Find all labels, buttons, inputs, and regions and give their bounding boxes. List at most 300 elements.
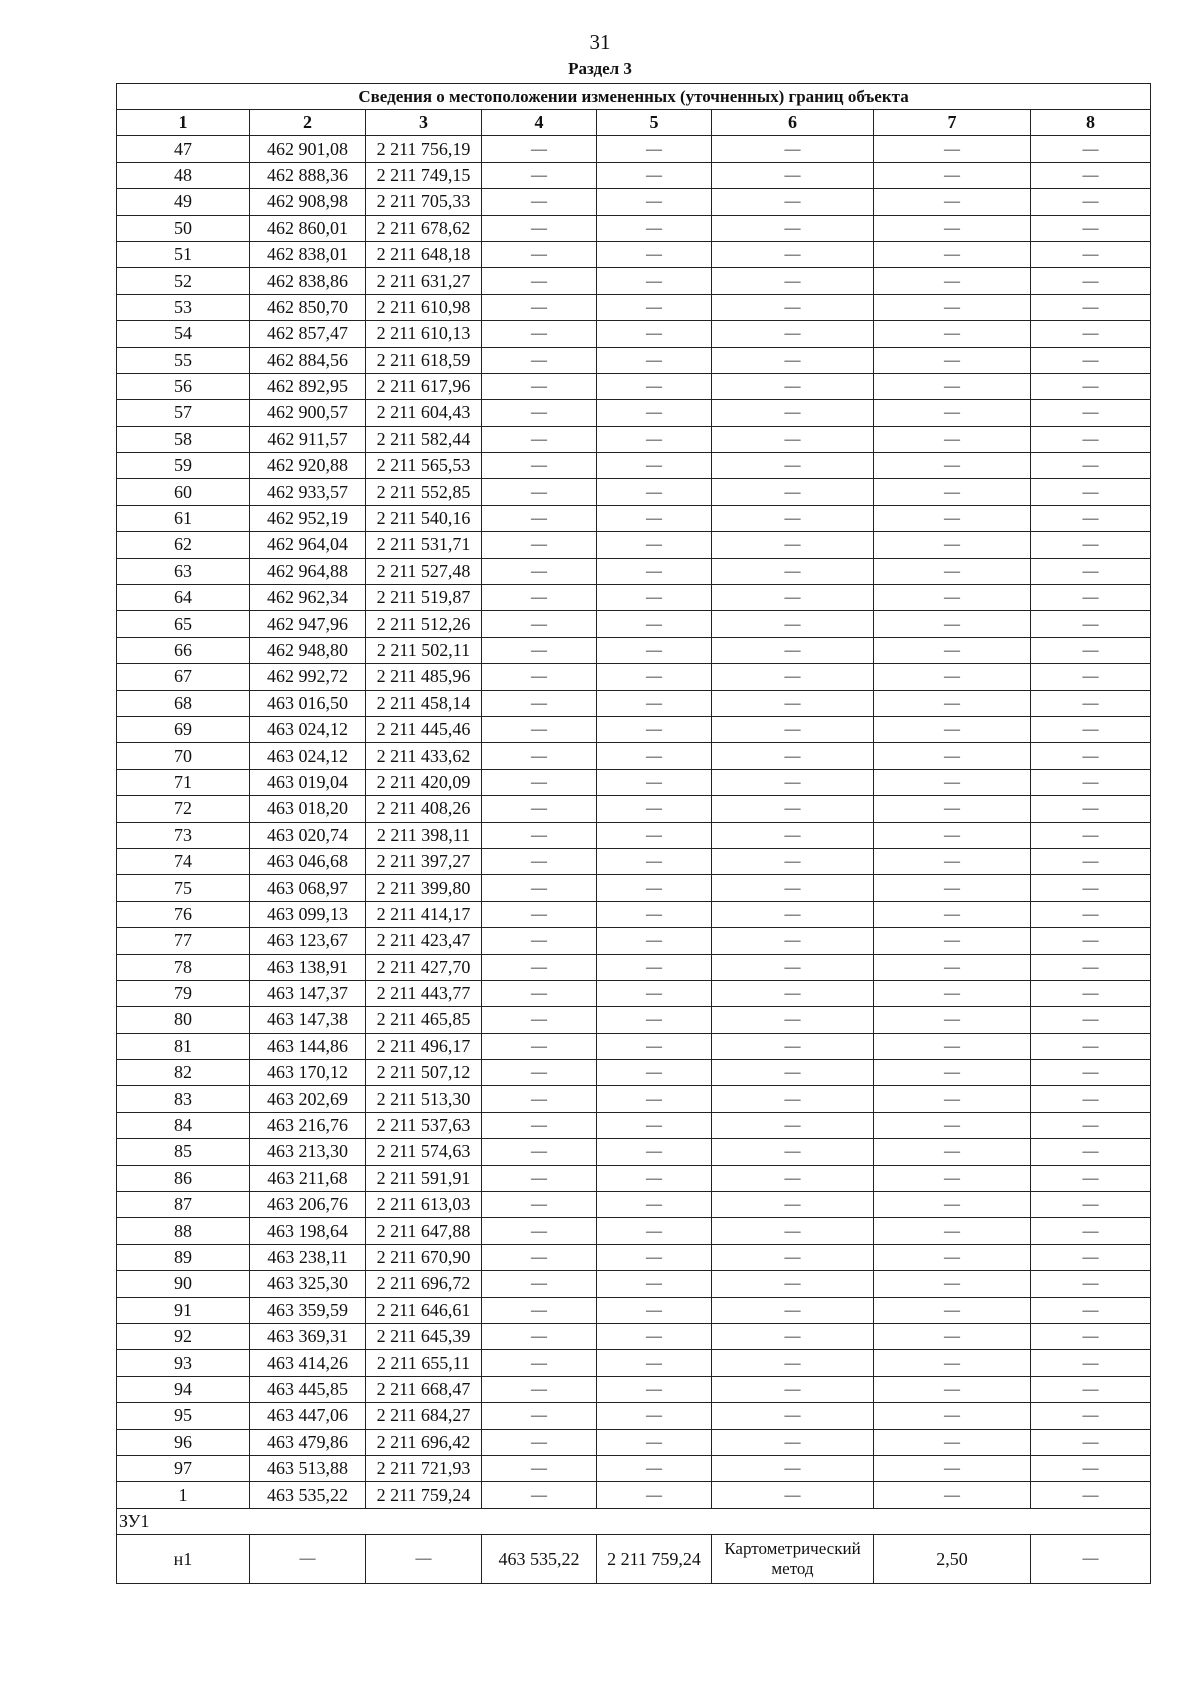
empty-cell: — [712, 716, 874, 742]
empty-cell: — [482, 690, 597, 716]
point-number-cell: 63 [117, 558, 250, 584]
empty-cell: — [482, 268, 597, 294]
empty-cell: — [482, 637, 597, 663]
y-coordinate-cell: 2 211 519,87 [366, 585, 482, 611]
x-coordinate-cell: 462 884,56 [250, 347, 366, 373]
empty-cell: — [482, 1350, 597, 1376]
empty-cell: — [597, 1323, 712, 1349]
empty-cell: — [712, 1455, 874, 1481]
empty-cell: — [874, 1350, 1031, 1376]
empty-cell: — [1031, 716, 1151, 742]
empty-cell: — [597, 505, 712, 531]
empty-cell: — [482, 1033, 597, 1059]
empty-cell: — [1031, 1323, 1151, 1349]
empty-cell: — [874, 215, 1031, 241]
x-coordinate-cell: 462 900,57 [250, 400, 366, 426]
point-number-cell: 47 [117, 136, 250, 162]
x-coordinate-cell: 463 213,30 [250, 1139, 366, 1165]
empty-cell: — [712, 980, 874, 1006]
table-row [117, 848, 1151, 874]
empty-cell: — [597, 268, 712, 294]
x-coordinate-cell: 462 908,98 [250, 189, 366, 215]
empty-cell: — [482, 505, 597, 531]
empty-cell: — [712, 268, 874, 294]
empty-cell: — [874, 505, 1031, 531]
empty-cell: — [1031, 585, 1151, 611]
point-number-cell: 57 [117, 400, 250, 426]
y-coordinate-cell: 2 211 582,44 [366, 426, 482, 452]
empty-cell: — [712, 1112, 874, 1138]
empty-cell: — [482, 1086, 597, 1112]
x-coordinate-cell: 462 947,96 [250, 611, 366, 637]
table-row [117, 1429, 1151, 1455]
y-coordinate-cell: 2 211 617,96 [366, 373, 482, 399]
empty-cell: — [366, 1534, 482, 1583]
empty-cell: — [712, 453, 874, 479]
y-coordinate-cell: 2 211 721,93 [366, 1455, 482, 1481]
point-number-cell: 97 [117, 1455, 250, 1481]
empty-cell: — [874, 1297, 1031, 1323]
empty-cell: — [1031, 1192, 1151, 1218]
empty-cell: — [482, 716, 597, 742]
table-row [117, 822, 1151, 848]
empty-cell: — [874, 162, 1031, 188]
table-row [117, 769, 1151, 795]
x-coordinate-cell: 463 445,85 [250, 1376, 366, 1402]
empty-cell: — [482, 453, 597, 479]
empty-cell: — [482, 241, 597, 267]
point-number-cell: 91 [117, 1297, 250, 1323]
empty-cell: — [482, 1244, 597, 1270]
empty-cell: — [712, 1086, 874, 1112]
empty-cell: — [874, 848, 1031, 874]
point-number-cell: 54 [117, 321, 250, 347]
point-number-cell: 58 [117, 426, 250, 452]
empty-cell: — [1031, 558, 1151, 584]
empty-cell: — [482, 901, 597, 927]
empty-cell: — [1031, 664, 1151, 690]
x-coordinate-cell: 462 964,88 [250, 558, 366, 584]
table-row [117, 1086, 1151, 1112]
empty-cell: — [597, 690, 712, 716]
empty-cell: — [482, 585, 597, 611]
point-number-cell: 52 [117, 268, 250, 294]
x-coordinate-cell: 462 911,57 [250, 426, 366, 452]
y-coordinate-cell: 2 211 465,85 [366, 1007, 482, 1033]
column-header: 7 [874, 110, 1031, 136]
empty-cell: — [874, 1376, 1031, 1402]
table-row [117, 743, 1151, 769]
x-coordinate-cell: 462 838,01 [250, 241, 366, 267]
empty-cell: — [1031, 743, 1151, 769]
point-number-cell: 90 [117, 1271, 250, 1297]
empty-cell: — [482, 479, 597, 505]
x-coordinate-cell: 463 325,30 [250, 1271, 366, 1297]
point-number-cell: 69 [117, 716, 250, 742]
point-number-cell: 70 [117, 743, 250, 769]
empty-cell: — [1031, 1033, 1151, 1059]
empty-cell: — [1031, 1271, 1151, 1297]
empty-cell: — [1031, 215, 1151, 241]
empty-cell: — [1031, 769, 1151, 795]
empty-cell: — [482, 1139, 597, 1165]
empty-cell: — [712, 162, 874, 188]
empty-cell: — [482, 664, 597, 690]
point-number-cell: 84 [117, 1112, 250, 1138]
empty-cell: — [482, 162, 597, 188]
y-coordinate-cell: 2 211 684,27 [366, 1403, 482, 1429]
empty-cell: — [712, 1033, 874, 1059]
y-coordinate-cell: 2 211 420,09 [366, 769, 482, 795]
empty-cell: — [597, 1033, 712, 1059]
x-coordinate-cell: 463 020,74 [250, 822, 366, 848]
empty-cell: — [1031, 1244, 1151, 1270]
empty-cell: — [597, 400, 712, 426]
empty-cell: — [1031, 189, 1151, 215]
empty-cell: — [874, 1086, 1031, 1112]
empty-cell: — [712, 1165, 874, 1191]
group-label: ЗУ1 [117, 1508, 1151, 1534]
empty-cell: — [712, 796, 874, 822]
y-coordinate-cell: 2 211 408,26 [366, 796, 482, 822]
point-number-cell: 59 [117, 453, 250, 479]
empty-cell: — [712, 1323, 874, 1349]
table-row [117, 1218, 1151, 1244]
x-coordinate-cell: 463 202,69 [250, 1086, 366, 1112]
point-number-cell: 81 [117, 1033, 250, 1059]
point-number-cell: 77 [117, 928, 250, 954]
point-number-cell: 56 [117, 373, 250, 399]
point-number-cell: 55 [117, 347, 250, 373]
empty-cell: — [874, 796, 1031, 822]
point-number-cell: 62 [117, 532, 250, 558]
empty-cell: — [597, 453, 712, 479]
point-number-cell: 71 [117, 769, 250, 795]
empty-cell: — [1031, 347, 1151, 373]
table-row [117, 558, 1151, 584]
empty-cell: — [482, 189, 597, 215]
table-row [117, 1165, 1151, 1191]
x-coordinate-cell: 463 359,59 [250, 1297, 366, 1323]
y-coordinate-cell: 2 211 670,90 [366, 1244, 482, 1270]
empty-cell: — [712, 373, 874, 399]
point-number-cell: 88 [117, 1218, 250, 1244]
empty-cell: — [597, 796, 712, 822]
table-row [117, 479, 1151, 505]
point-number-cell: 80 [117, 1007, 250, 1033]
x-coordinate-cell: 462 838,86 [250, 268, 366, 294]
empty-cell: — [1031, 822, 1151, 848]
y-coordinate-cell: 2 211 705,33 [366, 189, 482, 215]
y-coordinate-cell: 2 211 574,63 [366, 1139, 482, 1165]
table-row [117, 585, 1151, 611]
table-row [117, 954, 1151, 980]
empty-cell: — [874, 585, 1031, 611]
empty-cell: — [482, 1060, 597, 1086]
empty-cell: — [482, 1323, 597, 1349]
point-number-cell: 92 [117, 1323, 250, 1349]
table-row [117, 928, 1151, 954]
empty-cell: — [1031, 321, 1151, 347]
table-row [117, 426, 1151, 452]
point-number-cell: 53 [117, 294, 250, 320]
empty-cell: — [712, 321, 874, 347]
empty-cell: — [482, 321, 597, 347]
table-row [117, 241, 1151, 267]
x-coordinate-cell: 463 024,12 [250, 716, 366, 742]
empty-cell: — [597, 1455, 712, 1481]
table-row [117, 611, 1151, 637]
table-row [117, 1350, 1151, 1376]
x-coordinate-cell: 463 170,12 [250, 1060, 366, 1086]
point-number-cell: 68 [117, 690, 250, 716]
point-number-cell: 82 [117, 1060, 250, 1086]
y-coordinate-cell: 2 211 496,17 [366, 1033, 482, 1059]
point-number-cell: 95 [117, 1403, 250, 1429]
point-number-cell: 94 [117, 1376, 250, 1402]
empty-cell: — [597, 1244, 712, 1270]
x-coordinate-cell: 462 962,34 [250, 585, 366, 611]
table-row [117, 1376, 1151, 1402]
column-header: 2 [250, 110, 366, 136]
empty-cell: — [712, 585, 874, 611]
y-coordinate-cell: 2 211 433,62 [366, 743, 482, 769]
y-coordinate-cell: 2 211 678,62 [366, 215, 482, 241]
empty-cell: — [712, 822, 874, 848]
empty-cell: — [482, 136, 597, 162]
y-coordinate-cell: 2 211 668,47 [366, 1376, 482, 1402]
empty-cell: — [1031, 1455, 1151, 1481]
empty-cell: — [874, 1139, 1031, 1165]
empty-cell: — [712, 769, 874, 795]
empty-cell: — [597, 426, 712, 452]
empty-cell: — [1031, 611, 1151, 637]
point-number-cell: 73 [117, 822, 250, 848]
y-coordinate-cell: 2 211 648,18 [366, 241, 482, 267]
column-header: 8 [1031, 110, 1151, 136]
y-coordinate-cell: 2 211 610,13 [366, 321, 482, 347]
empty-cell: — [712, 347, 874, 373]
empty-cell: — [712, 426, 874, 452]
table-row [117, 1139, 1151, 1165]
empty-cell: — [712, 743, 874, 769]
empty-cell: — [874, 611, 1031, 637]
x-coordinate-cell: 463 535,22 [250, 1482, 366, 1508]
empty-cell: — [1031, 1482, 1151, 1508]
point-number-cell: 96 [117, 1429, 250, 1455]
x-coordinate-cell: 463 099,13 [250, 901, 366, 927]
x-coordinate-cell: 463 016,50 [250, 690, 366, 716]
empty-cell: — [482, 558, 597, 584]
empty-cell: — [1031, 1218, 1151, 1244]
point-number-cell: 64 [117, 585, 250, 611]
empty-cell: — [597, 875, 712, 901]
empty-cell: — [712, 637, 874, 663]
empty-cell: — [1031, 980, 1151, 1006]
empty-cell: — [712, 532, 874, 558]
table-row [117, 453, 1151, 479]
empty-cell: — [597, 294, 712, 320]
point-number-cell: 50 [117, 215, 250, 241]
empty-cell: — [597, 1112, 712, 1138]
table-row [117, 1060, 1151, 1086]
y-coordinate-cell: 2 211 613,03 [366, 1192, 482, 1218]
empty-cell: — [597, 1192, 712, 1218]
table-row [117, 294, 1151, 320]
table-row [117, 268, 1151, 294]
empty-cell: — [874, 532, 1031, 558]
point-number-cell: 93 [117, 1350, 250, 1376]
empty-cell: — [874, 1218, 1031, 1244]
empty-cell: — [712, 1297, 874, 1323]
empty-cell: — [1031, 532, 1151, 558]
section-title: Раздел 3 [568, 59, 632, 78]
column-header: 4 [482, 110, 597, 136]
x-coordinate-cell: 462 888,36 [250, 162, 366, 188]
empty-cell: — [597, 1060, 712, 1086]
empty-cell: — [874, 1112, 1031, 1138]
empty-cell: — [712, 1007, 874, 1033]
empty-cell: — [874, 1165, 1031, 1191]
group-row [117, 1508, 1151, 1534]
empty-cell: — [482, 822, 597, 848]
empty-cell: — [712, 1403, 874, 1429]
empty-cell: — [712, 928, 874, 954]
empty-cell: — [874, 1429, 1031, 1455]
page-number: 31 [589, 30, 611, 54]
empty-cell: — [712, 294, 874, 320]
empty-cell: — [597, 848, 712, 874]
empty-cell: — [482, 400, 597, 426]
point-number-cell: 48 [117, 162, 250, 188]
table-row [117, 716, 1151, 742]
empty-cell: — [712, 241, 874, 267]
y-coordinate-cell: 2 211 423,47 [366, 928, 482, 954]
y-coordinate-cell: 2 211 610,98 [366, 294, 482, 320]
empty-cell: — [1031, 1376, 1151, 1402]
y-coordinate-cell: 2 211 759,24 [597, 1534, 712, 1583]
empty-cell: — [597, 1218, 712, 1244]
empty-cell: — [597, 822, 712, 848]
empty-cell: — [482, 1192, 597, 1218]
empty-cell: — [482, 1297, 597, 1323]
empty-cell: — [874, 321, 1031, 347]
empty-cell: — [482, 1112, 597, 1138]
x-coordinate-cell: 462 952,19 [250, 505, 366, 531]
empty-cell: — [712, 1244, 874, 1270]
empty-cell: — [1031, 1429, 1151, 1455]
empty-cell: — [712, 1482, 874, 1508]
empty-cell: — [482, 215, 597, 241]
empty-cell: — [597, 1350, 712, 1376]
empty-cell: — [712, 664, 874, 690]
y-coordinate-cell: 2 211 537,63 [366, 1112, 482, 1138]
empty-cell: — [874, 400, 1031, 426]
empty-cell: — [874, 928, 1031, 954]
empty-cell: — [597, 162, 712, 188]
point-number-cell: 85 [117, 1139, 250, 1165]
empty-cell: — [597, 743, 712, 769]
empty-cell: — [712, 611, 874, 637]
empty-cell: — [874, 558, 1031, 584]
x-coordinate-cell: 463 369,31 [250, 1323, 366, 1349]
empty-cell: — [482, 1271, 597, 1297]
empty-cell: — [1031, 400, 1151, 426]
empty-cell: — [597, 321, 712, 347]
x-coordinate-cell: 463 206,76 [250, 1192, 366, 1218]
x-coordinate-cell: 463 198,64 [250, 1218, 366, 1244]
point-number-cell: 1 [117, 1482, 250, 1508]
empty-cell: — [597, 637, 712, 663]
table-title-row [117, 84, 1151, 110]
empty-cell: — [874, 769, 1031, 795]
empty-cell: — [874, 426, 1031, 452]
x-coordinate-cell: 463 046,68 [250, 848, 366, 874]
empty-cell: — [874, 1271, 1031, 1297]
empty-cell: — [874, 637, 1031, 663]
empty-cell: — [597, 611, 712, 637]
empty-cell: — [597, 241, 712, 267]
point-number-cell: 83 [117, 1086, 250, 1112]
empty-cell: — [712, 1376, 874, 1402]
empty-cell: — [1031, 1350, 1151, 1376]
empty-cell: — [597, 1139, 712, 1165]
empty-cell: — [597, 1376, 712, 1402]
point-number-cell: 74 [117, 848, 250, 874]
table-title: Сведения о местоположении измененных (уточненных) границ объекта [117, 84, 1151, 110]
empty-cell: — [874, 294, 1031, 320]
table-row [117, 1112, 1151, 1138]
empty-cell: — [712, 875, 874, 901]
empty-cell: — [482, 980, 597, 1006]
empty-cell: — [712, 901, 874, 927]
table-row [117, 189, 1151, 215]
empty-cell: — [597, 716, 712, 742]
point-number-cell: 75 [117, 875, 250, 901]
empty-cell: — [874, 901, 1031, 927]
table-row [117, 347, 1151, 373]
empty-cell: — [1031, 241, 1151, 267]
empty-cell: — [482, 1218, 597, 1244]
x-coordinate-cell: 463 479,86 [250, 1429, 366, 1455]
empty-cell: — [874, 664, 1031, 690]
y-coordinate-cell: 2 211 552,85 [366, 479, 482, 505]
empty-cell: — [874, 241, 1031, 267]
y-coordinate-cell: 2 211 399,80 [366, 875, 482, 901]
empty-cell: — [1031, 426, 1151, 452]
empty-cell: — [874, 1455, 1031, 1481]
point-number-cell: н1 [117, 1534, 250, 1583]
y-coordinate-cell: 2 211 618,59 [366, 347, 482, 373]
empty-cell: — [712, 1139, 874, 1165]
accuracy-cell: 2,50 [874, 1534, 1031, 1583]
empty-cell: — [1031, 268, 1151, 294]
empty-cell: — [482, 1007, 597, 1033]
empty-cell: — [482, 347, 597, 373]
y-coordinate-cell: 2 211 512,26 [366, 611, 482, 637]
x-coordinate-cell: 462 948,80 [250, 637, 366, 663]
table-row [117, 162, 1151, 188]
empty-cell: — [1031, 875, 1151, 901]
empty-cell: — [874, 690, 1031, 716]
empty-cell: — [482, 373, 597, 399]
empty-cell: — [250, 1534, 366, 1583]
empty-cell: — [874, 954, 1031, 980]
point-number-cell: 51 [117, 241, 250, 267]
x-coordinate-cell: 463 211,68 [250, 1165, 366, 1191]
empty-cell: — [482, 294, 597, 320]
boundary-coordinates-table [116, 83, 1151, 1584]
